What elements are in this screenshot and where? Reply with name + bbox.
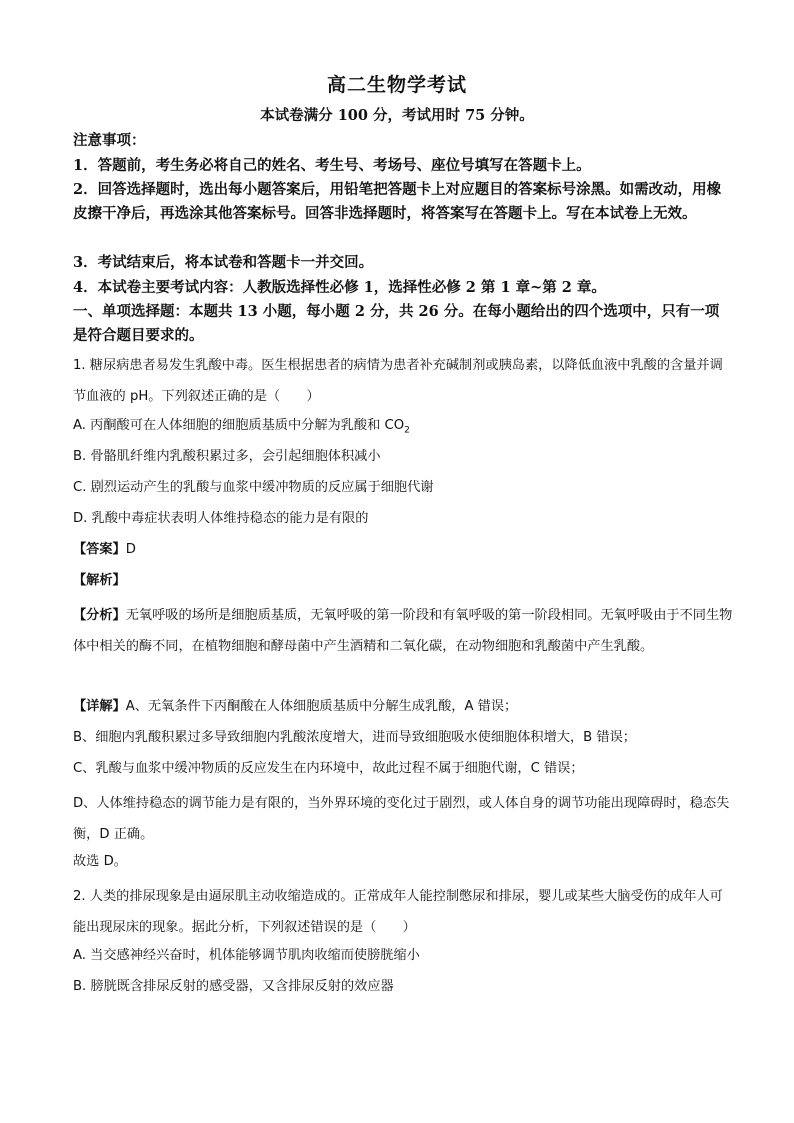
q1-option-a-text: A. 丙酮酸可在人体细胞的细胞质基质中分解为乳酸和 CO <box>73 418 405 433</box>
note-item-1: 1．答题前，考生务必将自己的姓名、考生号、考场号、座位号填写在答题卡上。 <box>73 157 591 174</box>
q2-option-a: A. 当交感神经兴奋时，机体能够调节肌肉收缩而使膀胱缩小 <box>73 948 420 963</box>
q1-option-a <box>73 414 733 436</box>
answer-tag: 【答案】 <box>73 542 126 557</box>
q1-fenxi <box>73 600 733 662</box>
q1-answer <box>73 538 733 557</box>
note-item-2: 2．回答选择题时，选出每小题答案后，用铅笔把答题卡上对应题目的答案标号涂黑。如需改动，用橡皮擦干净后，再选涂其他答案标号。回答非选择题时，将答案写在答题卡上。写在本试卷上无效。 <box>73 181 722 222</box>
exam-title: 高二生物学考试 <box>326 74 467 96</box>
fenxi-tag: 【分析】 <box>73 608 126 623</box>
q1-option-b: B. 骨骼肌纤维内乳酸积累过多，会引起细胞体积减小 <box>73 449 381 464</box>
q1-option-d: D. 乳酸中毒症状表明人体维持稳态的能力是有限的 <box>73 511 369 526</box>
q1-option-a-subscript: 2 <box>404 425 410 436</box>
q1-xiangjie-a <box>73 695 733 714</box>
q1-xiangjie-c: C、乳酸与血浆中缓冲物质的反应发生在内环境中，故此过程不属于细胞代谢，C 错误； <box>73 761 584 776</box>
notes-heading: 注意事项： <box>73 132 146 149</box>
xiangjie-a-text: A、无氧条件下丙酮酸在人体细胞质基质中分解生成乳酸，A 错误； <box>125 699 518 714</box>
xiangjie-tag: 【详解】 <box>73 699 126 714</box>
section-heading: 一、单项选择题：本题共 13 小题，每小题 2 分，共 26 分。在每小题给出的四个选项中，只有一项是符合题目要求的。 <box>73 303 720 344</box>
q1-conclusion: 故选 D。 <box>73 854 127 869</box>
note-item-4: 4．本试卷主要考试内容：人教版选择性必修 1，选择性必修 2 第 1 章~第 2 章。 <box>73 279 606 296</box>
exam-subtitle: 本试卷满分 100 分，考试用时 75 分钟。 <box>260 107 534 124</box>
q1-stem: 1. 糖尿病患者易发生乳酸中毒。医生根据患者的病情为患者补充碱制剂或胰岛素，以降低血液中乳酸的含量并调节血液的 pH。下列叙述正确的是（ ） <box>73 358 723 404</box>
q2-option-b: B. 膀胱既含排尿反射的感受器，又含排尿反射的效应器 <box>73 979 394 994</box>
q2-stem: 2. 人类的排尿现象是由逼尿肌主动收缩造成的。正常成年人能控制憋尿和排尿，婴儿或某些大脑受伤的成年人可能出现尿床的现象。据此分析，下列叙述错误的是（ ） <box>73 889 723 935</box>
answer-value: D <box>125 542 136 557</box>
q1-option-c: C. 剧烈运动产生的乳酸与血浆中缓冲物质的反应属于细胞代谢 <box>73 480 434 495</box>
q1-xiangjie-b: B、细胞内乳酸积累过多导致细胞内乳酸浓度增大，进而导致细胞吸水使细胞体积增大，B 错误； <box>73 730 636 745</box>
note-item-3: 3．考试结束后，将本试卷和答题卡一并交回。 <box>73 254 374 271</box>
fenxi-text: 无氧呼吸的场所是细胞质基质，无氧呼吸的第一阶段和有氧呼吸的第一阶段相同。无氧呼吸由于不同生物体中相关的酶不同，在植物细胞和酵母菌中产生酒精和二氧化碳，在动物细胞和乳酸菌中产生乳酸。 <box>73 608 733 654</box>
q1-xiangjie-d: D、人体维持稳态的调节能力是有限的，当外界环境的变化过于剧烈，或人体自身的调节功能出现障碍时，稳态失衡，D 正确。 <box>73 796 730 842</box>
analysis-tag: 【解析】 <box>73 573 126 588</box>
